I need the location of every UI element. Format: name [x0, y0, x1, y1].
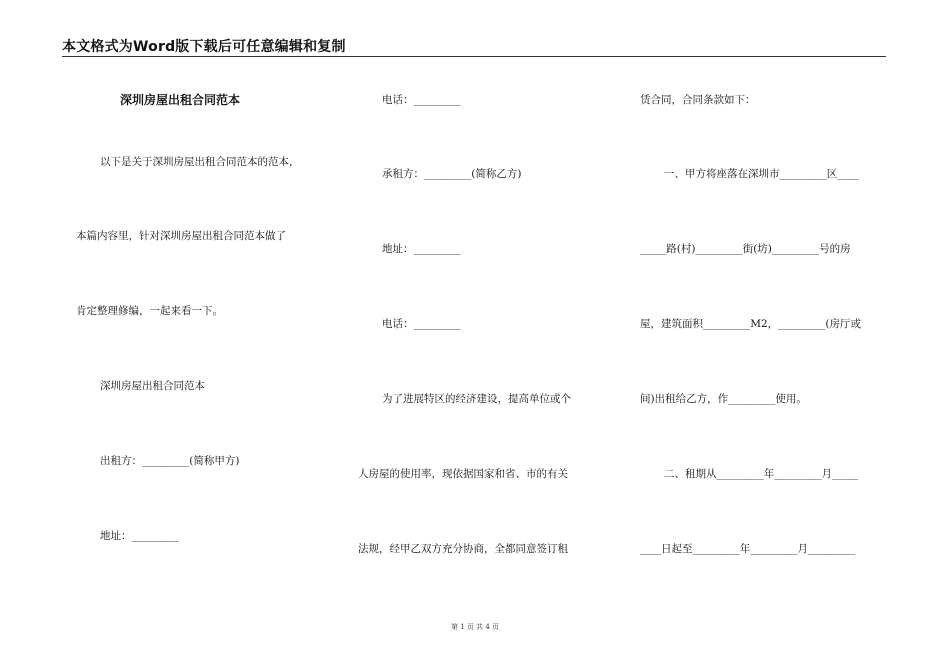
text-line: ____日起至_________年_________月_________: [640, 543, 856, 555]
text-line: 二、租期从_________年_________月_____: [664, 468, 859, 480]
text-line: 以下是关于深圳房屋出租合同范本的范本，: [100, 156, 300, 168]
text-line: 法规，经甲乙双方充分协商，全都同意签订租: [358, 543, 568, 555]
text-line: 肯定整理修编，一起来看一下。: [76, 305, 223, 317]
text-line: 人房屋的使用率，现依据国家和省、市的有关: [358, 468, 568, 480]
text-line: 深圳房屋出租合同范本: [100, 380, 205, 392]
page-header: 本文格式为Word版下载后可任意编辑和复制: [62, 39, 346, 55]
page-footer: 第 1 页 共 4 页: [450, 623, 500, 631]
text-line: 出租方：_________(简称甲方): [100, 455, 240, 467]
text-line: 电话：_________: [382, 318, 461, 330]
text-line: 为了进展特区的经济建设，提高单位或个: [382, 393, 571, 405]
text-line: 屋，建筑面积_________M2，_________(房厅或: [640, 318, 862, 330]
column-1: [0, 0, 330, 672]
text-line: 本篇内容里，针对深圳房屋出租合同范本做了: [76, 230, 286, 242]
text-line: 电话：_________: [382, 94, 461, 106]
text-line: 承租方：_________(简称乙方): [382, 168, 522, 180]
text-line: 地址：_________: [100, 530, 179, 542]
text-line: 间)出租给乙方，作_________使用。: [640, 393, 807, 405]
text-line: 一、甲方将座落在深圳市_________区____: [664, 168, 859, 180]
text-line: _____路(村)_________街(坊)_________号的房: [640, 243, 851, 255]
column-3: [620, 0, 920, 672]
document-title: 深圳房屋出租合同范本: [120, 93, 241, 107]
text-line: 地址：_________: [382, 243, 461, 255]
column-2: [330, 0, 620, 672]
text-line: 赁合同，合同条款如下：: [640, 94, 756, 106]
